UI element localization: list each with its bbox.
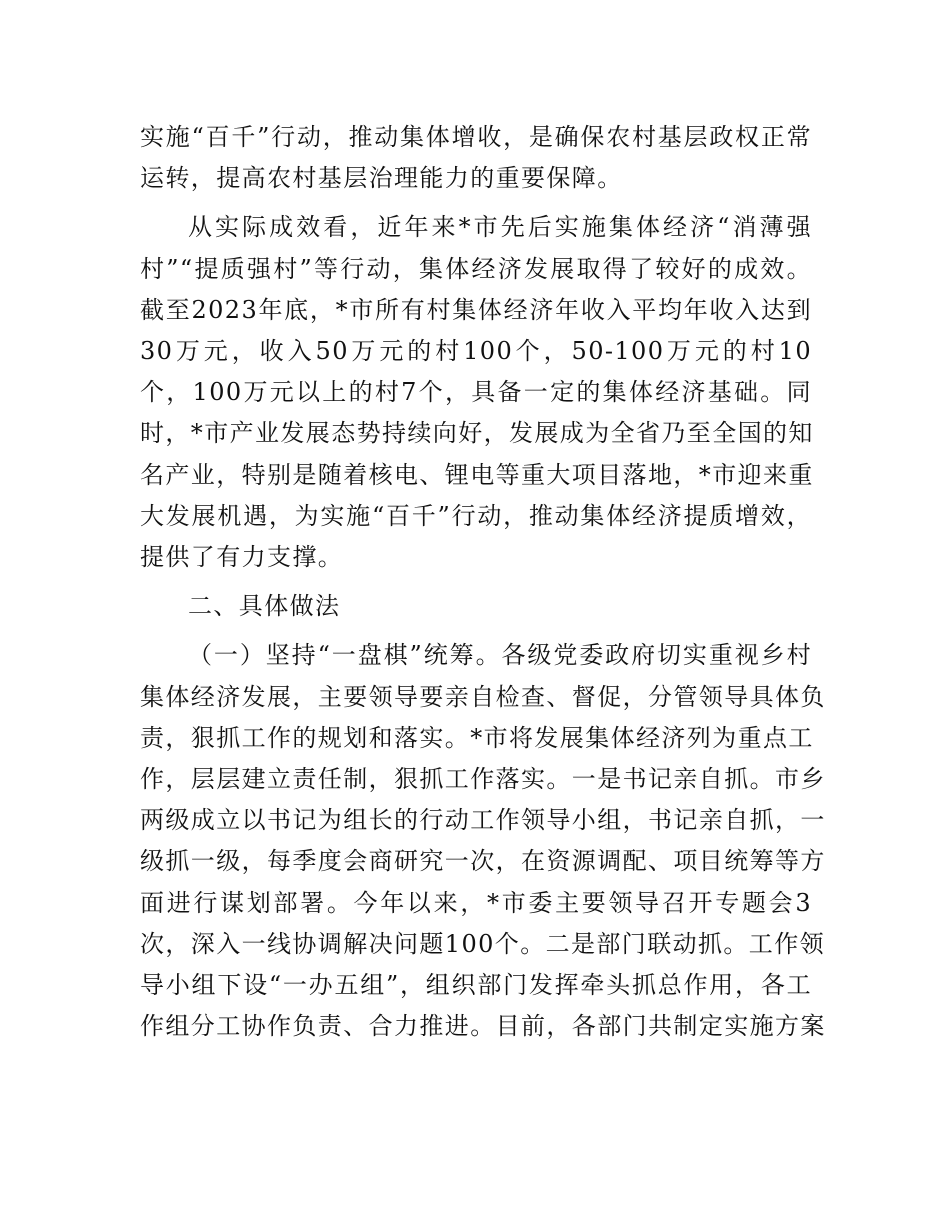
text-line: 作，层层建立责任制，狠抓工作落实。一是书记亲自抓。市乡 (140, 765, 826, 794)
paragraph-intro-continuation (140, 117, 812, 199)
text-line: 时，*市产业发展态势持续向好，发展成为全省乃至全国的知 (140, 419, 814, 448)
text-line: 责，狠抓工作的规划和落实。*市将发展集体经济列为重点工 (140, 723, 814, 752)
document-body (140, 117, 826, 1047)
text-line: 提供了有力支撑。 (140, 543, 344, 572)
section-heading-specific-measures (140, 586, 812, 627)
text-line: 从实际成效看，近年来*市先后实施集体经济“消薄强 (188, 213, 812, 242)
text-line: 级抓一级，每季度会商研究一次，在资源调配、项目统筹等方 (140, 847, 826, 876)
text-line: 次，深入一线协调解决问题100个。二是部门联动抓。工作领 (140, 929, 826, 958)
text-line: （一）坚持“一盘棋”统筹。各级党委政府切实重视乡村 (188, 641, 812, 670)
text-line: 导小组下设“一办五组”，组织部门发挥牵头抓总作用，各工 (140, 971, 812, 1000)
text-line: 面进行谋划部署。今年以来，*市委主要领导召开专题会3 (140, 888, 812, 917)
paragraph-actual-results (140, 207, 812, 578)
text-line: 大发展机遇，为实施“百千”行动，推动集体经济提质增效， (140, 501, 812, 530)
text-line: 30万元，收入50万元的村100个，50-100万元的村10 (140, 337, 812, 366)
section-heading: 二、具体做法 (188, 592, 341, 621)
text-line: 截至2023年底，*市所有村集体经济年收入平均年收入达到 (140, 295, 812, 324)
paragraph-overall-planning (140, 635, 826, 1047)
text-line: 运转，提高农村基层治理能力的重要保障。 (140, 164, 623, 193)
text-line: 个，100万元以上的村7个，具备一定的集体经济基础。同 (140, 378, 812, 407)
text-line: 作组分工协作负责、合力推进。目前，各部门共制定实施方案 (140, 1012, 826, 1041)
text-line: 实施“百千”行动，推动集体增收，是确保农村基层政权正常 (140, 123, 812, 151)
text-line: 名产业，特别是随着核电、锂电等重大项目落地，*市迎来重 (140, 460, 814, 489)
text-line: 村”“提质强村”等行动，集体经济发展取得了较好的成效。 (140, 254, 812, 283)
text-line: 集体经济发展，主要领导要亲自检查、督促，分管领导具体负 (140, 682, 826, 711)
text-line: 两级成立以书记为组长的行动工作领导小组，书记亲自抓，一 (140, 806, 826, 835)
